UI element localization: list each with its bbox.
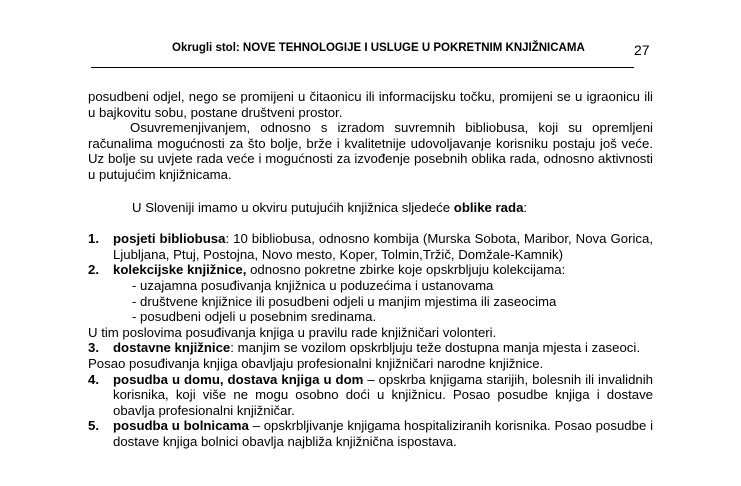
- list-item-body: – opskrba knjigama starijih, bolesnih ili invalidnih korisnika, koji više ne mogu osobno doći u knjižnicu. Posao posudbe knjiga i dostave obavlja profesionalni knjižničar.: [113, 371, 653, 418]
- list-item-4: [88, 372, 653, 419]
- sub-item: - posudbeni odjeli u posebnim sredinama.: [132, 309, 377, 325]
- note-volunteers: U tim poslovima posuđivanja knjiga u pravilu rade knjižničari volonteri.: [88, 324, 497, 340]
- list-number: 3.: [88, 340, 99, 356]
- list-item-1: [88, 231, 653, 262]
- list-item-text: [113, 340, 653, 356]
- page-number: 27: [634, 42, 650, 58]
- list-number: 1.: [88, 231, 99, 247]
- list-item-heading: kolekcijske knjižnice,: [113, 262, 247, 278]
- list-item-2: [88, 262, 653, 278]
- note-professionals: Posao posuđivanja knjiga obavljaju profesionalni knjižničari narodne knjižnice.: [88, 355, 544, 371]
- list-item-body: : 10 bibliobusa, odnosno kombija (Murska Sobota, Maribor, Nova Gorica, Ljubljana, Ptuj, Postojna, Novo mesto, Koper, Tolmin,Tržič, Domžale-Kamnik): [113, 231, 653, 262]
- list-item-5: [88, 418, 653, 449]
- sub-item: - društvene knjižnice ili posudbeni odjeli u manjim mjestima ili zaseocima: [132, 293, 557, 309]
- list-item-text: [113, 262, 653, 278]
- paragraph-1: posudbeni odjel, nego se promijeni u čitaonicu ili informacijsku točku, promijeni se u igraonicu ili u bajkovitu sobu, postane društveni prostor.: [88, 89, 653, 120]
- list-number: 5.: [88, 418, 99, 434]
- header-rule: [91, 67, 634, 68]
- list-item-heading: dostavne knjižnice: [113, 340, 231, 356]
- document-body: [88, 89, 653, 449]
- list-item-body: odnosno pokretne zbirke koje opskrbljuju kolekcijama:: [246, 262, 566, 278]
- list-item-text: [113, 418, 653, 449]
- list-item-body: – opskrbljivanje knjigama hospitaliziranih korisnika. Posao posudbe i dostave knjiga bolnici obavlja najbliža knjižnična ispostava.: [113, 418, 653, 449]
- header-title: Okrugli stol: NOVE TEHNOLOGIJE I USLUGE U POKRETNIM KNJIŽNICAMA: [172, 42, 585, 54]
- list-item-heading: posudba u bolnicama: [113, 418, 249, 434]
- intro-text: U Sloveniji imamo u okviru putujućih knjižnica sljedeće: [132, 199, 454, 215]
- list-item-3: [88, 340, 653, 356]
- list-item-body: : manjim se vozilom opskrbljuju teže dostupna manja mjesta i zaseoci.: [230, 340, 640, 356]
- paragraph-2: Osuvremenjivanjem, odnosno s izradom suvremnih bibliobusa, koji su opremljeni računalima mogućnosti za što bolje, brže i kvalitetnije udovoljavanje korisniku postaju još veće. Uz bolje su uvjete rada veće i mogućnosti za izvođenje posebnih oblika rada, odnosno aktivnosti u putujućim knjižnicama.: [88, 120, 653, 182]
- list-item-text: [113, 231, 653, 262]
- sub-item: - uzajamna posuđivanja knjižnica u poduzećima i ustanovama: [132, 277, 494, 293]
- list-item-heading: posjeti bibliobusa: [113, 231, 226, 247]
- list-item-text: [113, 372, 653, 419]
- list-number: 2.: [88, 262, 99, 278]
- list-item-heading: posudba u domu, dostava knjiga u dom: [113, 371, 364, 387]
- intro-colon: :: [523, 199, 528, 215]
- intro-bold: oblike rada: [453, 199, 524, 215]
- list-number: 4.: [88, 371, 99, 387]
- intro-paragraph: [88, 200, 653, 216]
